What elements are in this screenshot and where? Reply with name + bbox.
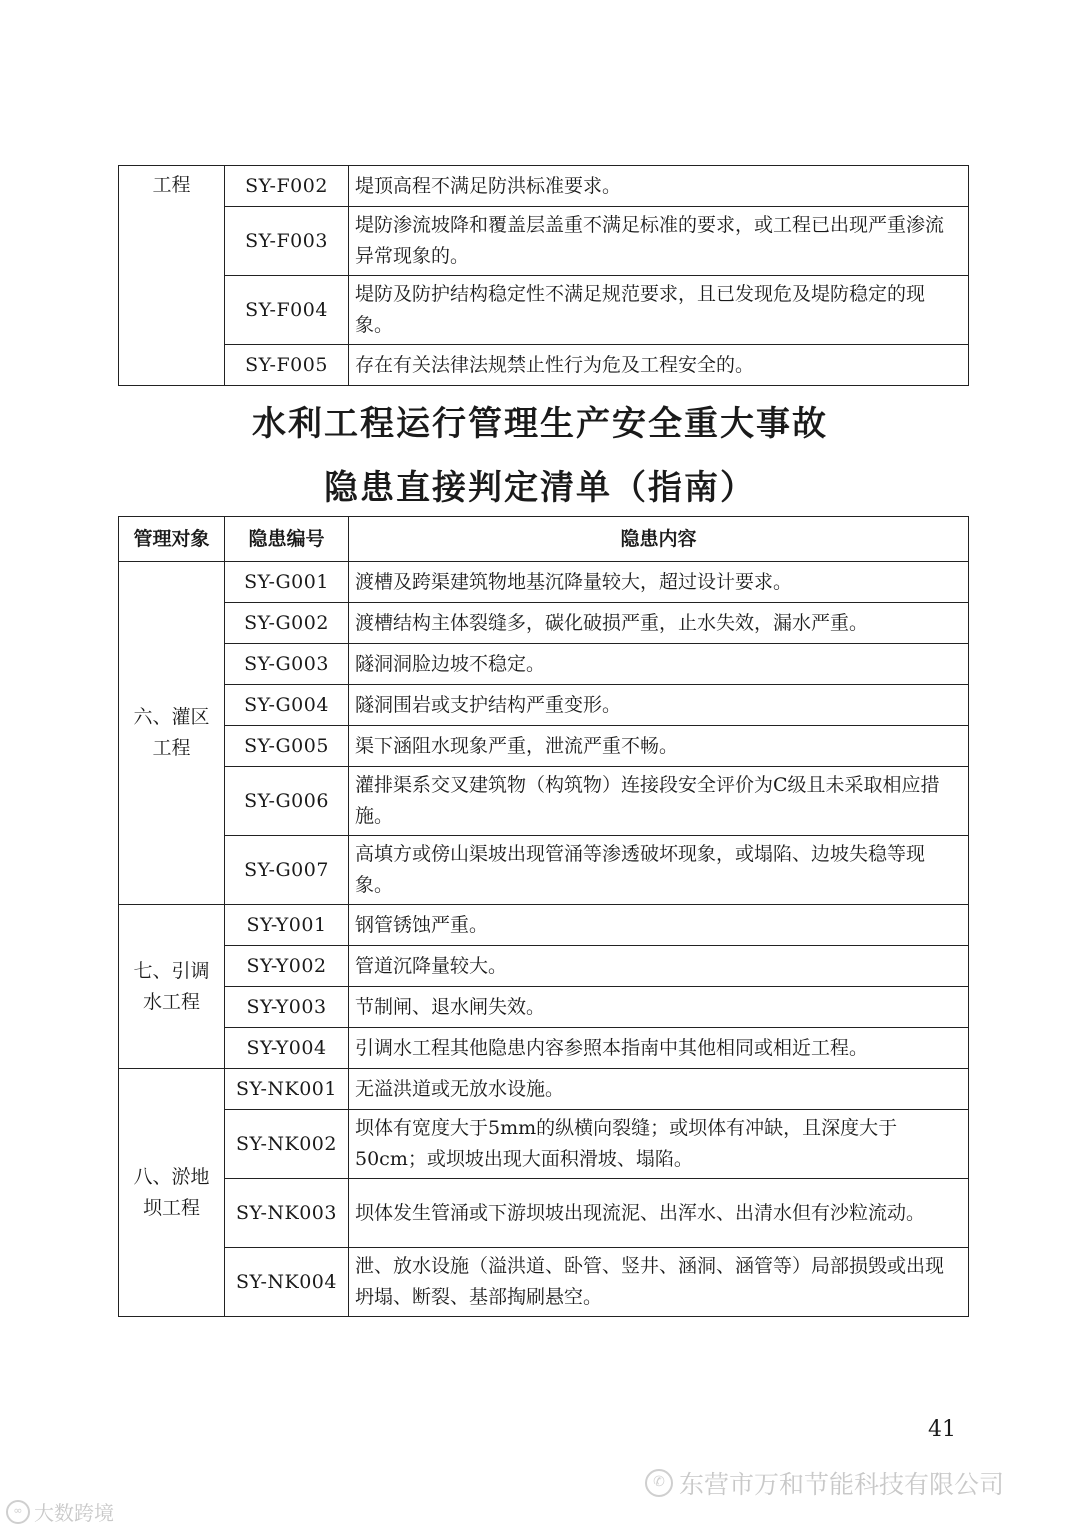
hazard-code-cell: SY-Y004	[225, 1028, 349, 1069]
page-number: 41	[928, 1417, 956, 1442]
hazard-code-cell: SY-NK002	[225, 1110, 349, 1179]
hazard-desc-cell: 隧洞洞脸边坡不稳定。	[349, 644, 969, 685]
hazard-code-cell: SY-G007	[225, 836, 349, 905]
hazard-code-cell: SY-Y003	[225, 987, 349, 1028]
source-watermark-text: 大数跨境	[34, 1501, 114, 1525]
document-title-line1: 水利工程运行管理生产安全重大事故	[252, 404, 828, 444]
hazard-code-cell: SY-NK004	[225, 1248, 349, 1317]
hazard-desc-cell: 管道沉降量较大。	[349, 946, 969, 987]
management-object-cell: 七、引调水工程	[119, 905, 225, 1069]
management-object-cell: 六、灌区工程	[119, 562, 225, 905]
management-object-cell: 工程	[119, 166, 225, 386]
hazard-desc-cell: 堤防及防护结构稳定性不满足规范要求，且已发现危及堤防稳定的现象。	[349, 276, 969, 345]
hazard-desc-cell: 灌排渠系交叉建筑物（构筑物）连接段安全评价为C级且未采取相应措施。	[349, 767, 969, 836]
hazard-desc-cell: 高填方或傍山渠坡出现管涌等渗透破坏现象，或塌陷、边坡失稳等现象。	[349, 836, 969, 905]
source-watermark	[6, 1497, 114, 1526]
hazard-desc-cell: 堤顶高程不满足防洪标准要求。	[349, 166, 969, 207]
hazard-code-cell: SY-F002	[225, 166, 349, 207]
management-object-cell: 八、淤地坝工程	[119, 1069, 225, 1317]
hazard-code-cell: SY-Y001	[225, 905, 349, 946]
hazard-code-cell: SY-G001	[225, 562, 349, 603]
hazard-desc-cell: 坝体有宽度大于5mm的纵横向裂缝；或坝体有冲缺，且深度大于50cm；或坝坡出现大面积滑坡、塌陷。	[349, 1110, 969, 1179]
hazard-code-cell: SY-G002	[225, 603, 349, 644]
hazard-code-cell: SY-G005	[225, 726, 349, 767]
hazard-desc-cell: 坝体发生管涌或下游坝坡出现流泥、出浑水、出清水但有沙粒流动。	[349, 1179, 969, 1248]
hazard-code-cell: SY-NK001	[225, 1069, 349, 1110]
hazard-list-table	[118, 516, 969, 1317]
hazard-desc-cell: 隧洞围岩或支护结构严重变形。	[349, 685, 969, 726]
header-hazard-code: 隐患编号	[225, 517, 349, 562]
hazard-desc-cell: 渡槽及跨渠建筑物地基沉降量较大，超过设计要求。	[349, 562, 969, 603]
header-management-object: 管理对象	[119, 517, 225, 562]
hazard-desc-cell: 引调水工程其他隐患内容参照本指南中其他相同或相近工程。	[349, 1028, 969, 1069]
company-watermark	[645, 1465, 1004, 1501]
hazard-desc-cell: 无溢洪道或无放水设施。	[349, 1069, 969, 1110]
hazard-code-cell: SY-F004	[225, 276, 349, 345]
hazard-desc-cell: 存在有关法律法规禁止性行为危及工程安全的。	[349, 345, 969, 386]
hazard-desc-cell: 钢管锈蚀严重。	[349, 905, 969, 946]
hazard-table-continued	[118, 165, 969, 386]
hazard-desc-cell: 节制闸、退水闸失效。	[349, 987, 969, 1028]
hazard-code-cell: SY-G003	[225, 644, 349, 685]
hazard-desc-cell: 堤防渗流坡降和覆盖层盖重不满足标准的要求，或工程已出现严重渗流异常现象的。	[349, 207, 969, 276]
brand-logo-icon: ∞	[6, 1500, 30, 1524]
hazard-desc-cell: 渠下涵阻水现象严重，泄流严重不畅。	[349, 726, 969, 767]
hazard-code-cell: SY-Y002	[225, 946, 349, 987]
hazard-code-cell: SY-NK003	[225, 1179, 349, 1248]
hazard-code-cell: SY-G006	[225, 767, 349, 836]
hazard-code-cell: SY-F003	[225, 207, 349, 276]
hazard-desc-cell: 渡槽结构主体裂缝多，碳化破损严重，止水失效，漏水严重。	[349, 603, 969, 644]
document-title-line2: 隐患直接判定清单（指南）	[324, 468, 756, 508]
wechat-icon: ✆	[645, 1469, 673, 1497]
hazard-code-cell: SY-G004	[225, 685, 349, 726]
hazard-desc-cell: 泄、放水设施（溢洪道、卧管、竖井、涵洞、涵管等）局部损毁或出现坍塌、断裂、基部掏刷悬空。	[349, 1248, 969, 1317]
company-watermark-text: 东营市万和节能科技有限公司	[679, 1470, 1005, 1499]
header-hazard-content: 隐患内容	[349, 517, 969, 562]
hazard-code-cell: SY-F005	[225, 345, 349, 386]
